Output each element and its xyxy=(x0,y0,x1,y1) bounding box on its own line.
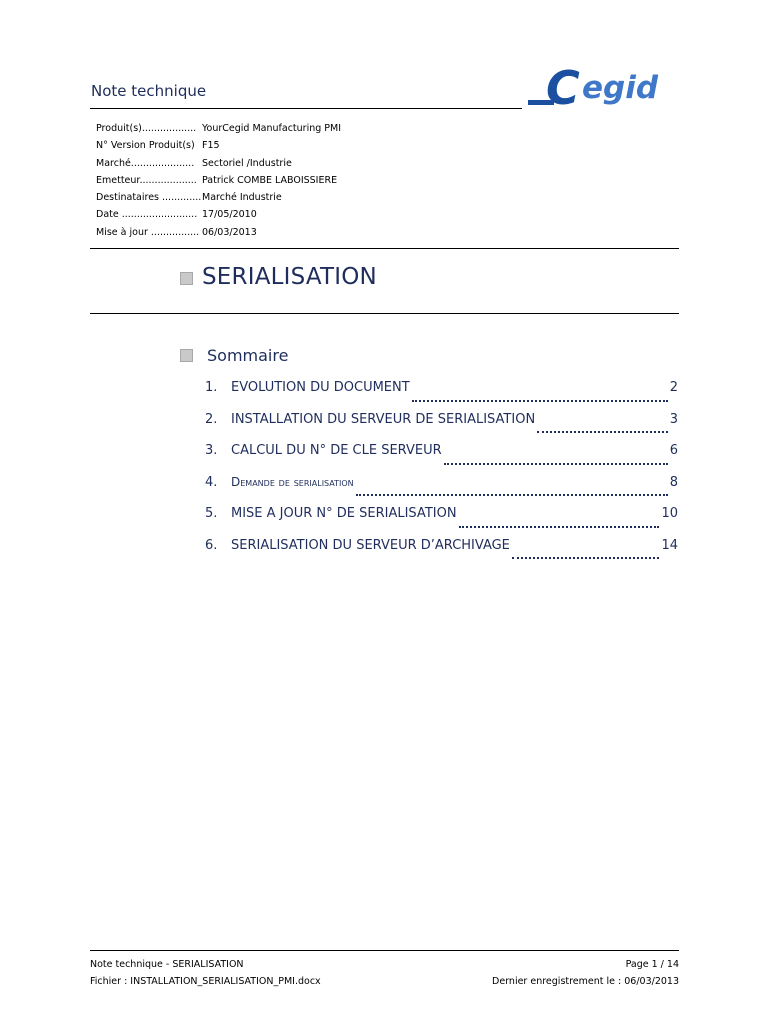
svg-text:egid: egid xyxy=(582,70,659,106)
toc-page-number[interactable]: 6 xyxy=(669,443,678,458)
toc-page-number[interactable]: 14 xyxy=(661,537,678,553)
divider-bottom xyxy=(90,313,679,314)
toc-page-number[interactable]: 3 xyxy=(669,411,678,427)
header-title: Note technique xyxy=(91,82,207,100)
divider-top xyxy=(90,248,679,249)
meta-label: Date ......................... xyxy=(96,209,198,221)
toc-entry-3[interactable] xyxy=(205,443,678,475)
meta-label: Produit(s).................. xyxy=(96,123,197,134)
meta-value: Sectoriel /Industrie xyxy=(202,157,292,169)
document-title xyxy=(180,264,377,290)
toc-entry-5[interactable] xyxy=(205,506,678,538)
toc-text[interactable]: MISE A JOUR N° DE SERIALISATION xyxy=(231,506,457,521)
meta-row-market xyxy=(96,155,341,172)
footer-document-name: Note technique - SERIALISATION xyxy=(90,959,244,970)
meta-row-product xyxy=(96,120,341,137)
meta-label: Destinataires ............. xyxy=(96,192,202,204)
table-of-contents xyxy=(205,380,678,569)
toc-page-number[interactable]: 10 xyxy=(661,506,678,521)
toc-entry-6[interactable] xyxy=(205,538,678,570)
toc-leader-dots xyxy=(444,463,668,465)
toc-heading-text: Sommaire xyxy=(207,346,289,365)
page-footer xyxy=(90,956,679,990)
toc-text[interactable]: SERIALISATION DU SERVEUR D’ARCHIVAGE xyxy=(231,537,510,553)
meta-row-updated xyxy=(96,224,341,241)
meta-value: YourCegid Manufacturing PMI xyxy=(202,123,342,134)
meta-label: Mise à jour ................ xyxy=(96,226,200,238)
meta-value: 06/03/2013 xyxy=(202,226,257,238)
meta-label: Emetteur................... xyxy=(96,174,197,186)
meta-value: F15 xyxy=(202,140,220,152)
toc-heading xyxy=(180,346,288,365)
meta-label: N° Version Produit(s) xyxy=(96,140,195,152)
toc-leader-dots xyxy=(512,557,660,559)
meta-row-date xyxy=(96,206,341,223)
toc-entry-2[interactable] xyxy=(205,412,678,444)
toc-number: 5. xyxy=(205,506,218,521)
toc-leader-dots xyxy=(412,400,668,402)
document-title-text: SERIALISATION xyxy=(202,264,377,290)
toc-text[interactable]: CALCUL DU N° DE CLE SERVEUR xyxy=(231,443,442,458)
meta-value: Patrick COMBE LABOISSIERE xyxy=(202,174,338,186)
toc-page-number[interactable]: 8 xyxy=(669,474,678,490)
document-metadata xyxy=(96,120,341,241)
footer-file-name: Fichier : INSTALLATION_SERIALISATION_PMI.docx xyxy=(90,976,321,987)
toc-number: 4. xyxy=(205,474,218,490)
toc-number: 3. xyxy=(205,443,218,458)
meta-value: Marché Industrie xyxy=(202,192,282,204)
toc-leader-dots xyxy=(537,431,668,433)
toc-text[interactable]: Demande de serialisation xyxy=(231,474,354,489)
toc-leader-dots xyxy=(356,494,668,496)
square-bullet-icon xyxy=(180,272,193,285)
toc-entry-1[interactable] xyxy=(205,380,678,412)
toc-number: 2. xyxy=(205,411,218,427)
meta-row-version xyxy=(96,137,341,154)
toc-number: 1. xyxy=(205,380,218,395)
header-rule xyxy=(90,108,522,109)
toc-number: 6. xyxy=(205,537,218,553)
footer-row xyxy=(90,973,679,990)
meta-value: 17/05/2010 xyxy=(202,209,257,221)
footer-row xyxy=(90,956,679,973)
meta-label: Marché..................... xyxy=(96,157,195,169)
svg-text:C: C xyxy=(546,61,580,110)
toc-page-number[interactable]: 2 xyxy=(669,380,678,395)
square-bullet-icon xyxy=(180,349,193,362)
footer-last-saved: Dernier enregistrement le : 06/03/2013 xyxy=(492,976,679,987)
toc-text[interactable]: INSTALLATION DU SERVEUR DE SERIALISATION xyxy=(231,411,536,427)
meta-row-sender xyxy=(96,172,341,189)
cegid-logo xyxy=(524,60,676,110)
footer-rule xyxy=(90,950,679,951)
meta-row-recipients xyxy=(96,189,341,206)
footer-page-number: Page 1 / 14 xyxy=(625,959,679,970)
toc-leader-dots xyxy=(459,526,660,528)
toc-entry-4[interactable] xyxy=(205,475,678,507)
toc-text[interactable]: EVOLUTION DU DOCUMENT xyxy=(231,380,410,395)
